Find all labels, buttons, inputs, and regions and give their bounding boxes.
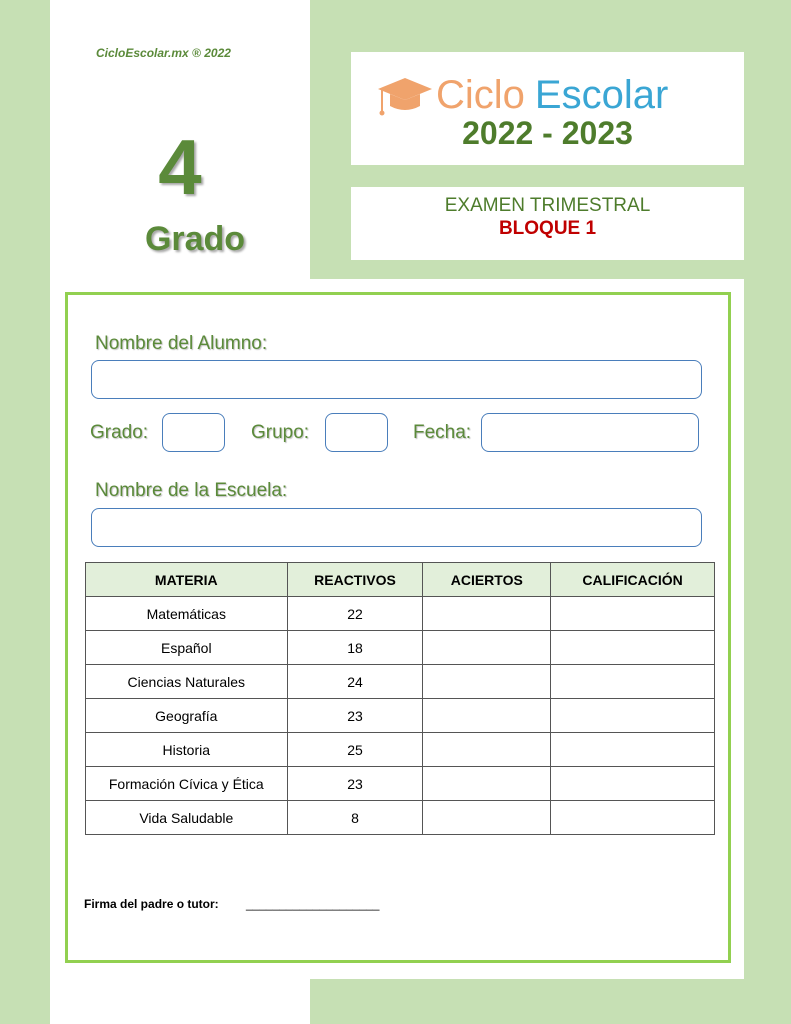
subject-cell: Geografía	[86, 699, 288, 733]
table-row	[86, 801, 715, 835]
signature-label: Firma del padre o tutor:	[84, 897, 219, 911]
school-name-field[interactable]	[91, 508, 702, 547]
header-correct: ACIERTOS	[423, 563, 551, 597]
grade-cell[interactable]	[551, 801, 715, 835]
table-row	[86, 733, 715, 767]
correct-cell[interactable]	[423, 767, 551, 801]
grade-field[interactable]	[162, 413, 225, 452]
graduation-cap-icon	[376, 72, 434, 118]
grade-cell[interactable]	[551, 665, 715, 699]
signature-line[interactable]: ____________________	[246, 897, 380, 911]
grade-cell[interactable]	[551, 767, 715, 801]
correct-cell[interactable]	[423, 631, 551, 665]
subject-cell: Ciencias Naturales	[86, 665, 288, 699]
grade-cell[interactable]	[551, 699, 715, 733]
subject-cell: Historia	[86, 733, 288, 767]
date-field[interactable]	[481, 413, 699, 452]
student-name-field[interactable]	[91, 360, 702, 399]
school-year: 2022 - 2023	[462, 115, 633, 151]
items-cell: 23	[287, 699, 423, 733]
header-subject: MATERIA	[86, 563, 288, 597]
items-cell: 22	[287, 597, 423, 631]
grade-cell[interactable]	[551, 631, 715, 665]
exam-block: BLOQUE 1	[498, 218, 597, 239]
correct-cell[interactable]	[423, 801, 551, 835]
header-grade: CALIFICACIÓN	[551, 563, 715, 597]
table-row	[86, 699, 715, 733]
logo-escolar-text: Escolar	[534, 73, 669, 117]
left-green-strip	[0, 0, 50, 1024]
student-name-label: Nombre del Alumno:	[95, 333, 268, 354]
group-label: Grupo:	[251, 422, 310, 443]
exam-title: EXAMEN TRIMESTRAL	[444, 195, 651, 216]
grade-number: 4	[158, 123, 202, 211]
grade-label: Grado:	[90, 422, 149, 443]
header-items: REACTIVOS	[287, 563, 423, 597]
table-row	[86, 665, 715, 699]
table-row	[86, 597, 715, 631]
correct-cell[interactable]	[423, 665, 551, 699]
subject-cell: Matemáticas	[86, 597, 288, 631]
subject-cell: Vida Saludable	[86, 801, 288, 835]
correct-cell[interactable]	[423, 699, 551, 733]
grades-table	[85, 562, 715, 835]
table-header-row	[86, 563, 715, 597]
subject-cell: Formación Cívica y Ética	[86, 767, 288, 801]
group-field[interactable]	[325, 413, 388, 452]
school-name-label: Nombre de la Escuela:	[95, 480, 288, 501]
subject-cell: Español	[86, 631, 288, 665]
table-row	[86, 631, 715, 665]
items-cell: 25	[287, 733, 423, 767]
items-cell: 23	[287, 767, 423, 801]
date-label: Fecha:	[413, 422, 472, 443]
items-cell: 18	[287, 631, 423, 665]
site-credit: CicloEscolar.mx ® 2022	[96, 46, 231, 60]
grade-word: Grado	[144, 220, 246, 258]
bottom-right-green-panel	[310, 979, 791, 1024]
items-cell: 8	[287, 801, 423, 835]
logo-ciclo-text: Ciclo	[436, 73, 525, 117]
correct-cell[interactable]	[423, 597, 551, 631]
table-row	[86, 767, 715, 801]
correct-cell[interactable]	[423, 733, 551, 767]
items-cell: 24	[287, 665, 423, 699]
grade-cell[interactable]	[551, 733, 715, 767]
grade-cell[interactable]	[551, 597, 715, 631]
logo	[376, 72, 668, 118]
